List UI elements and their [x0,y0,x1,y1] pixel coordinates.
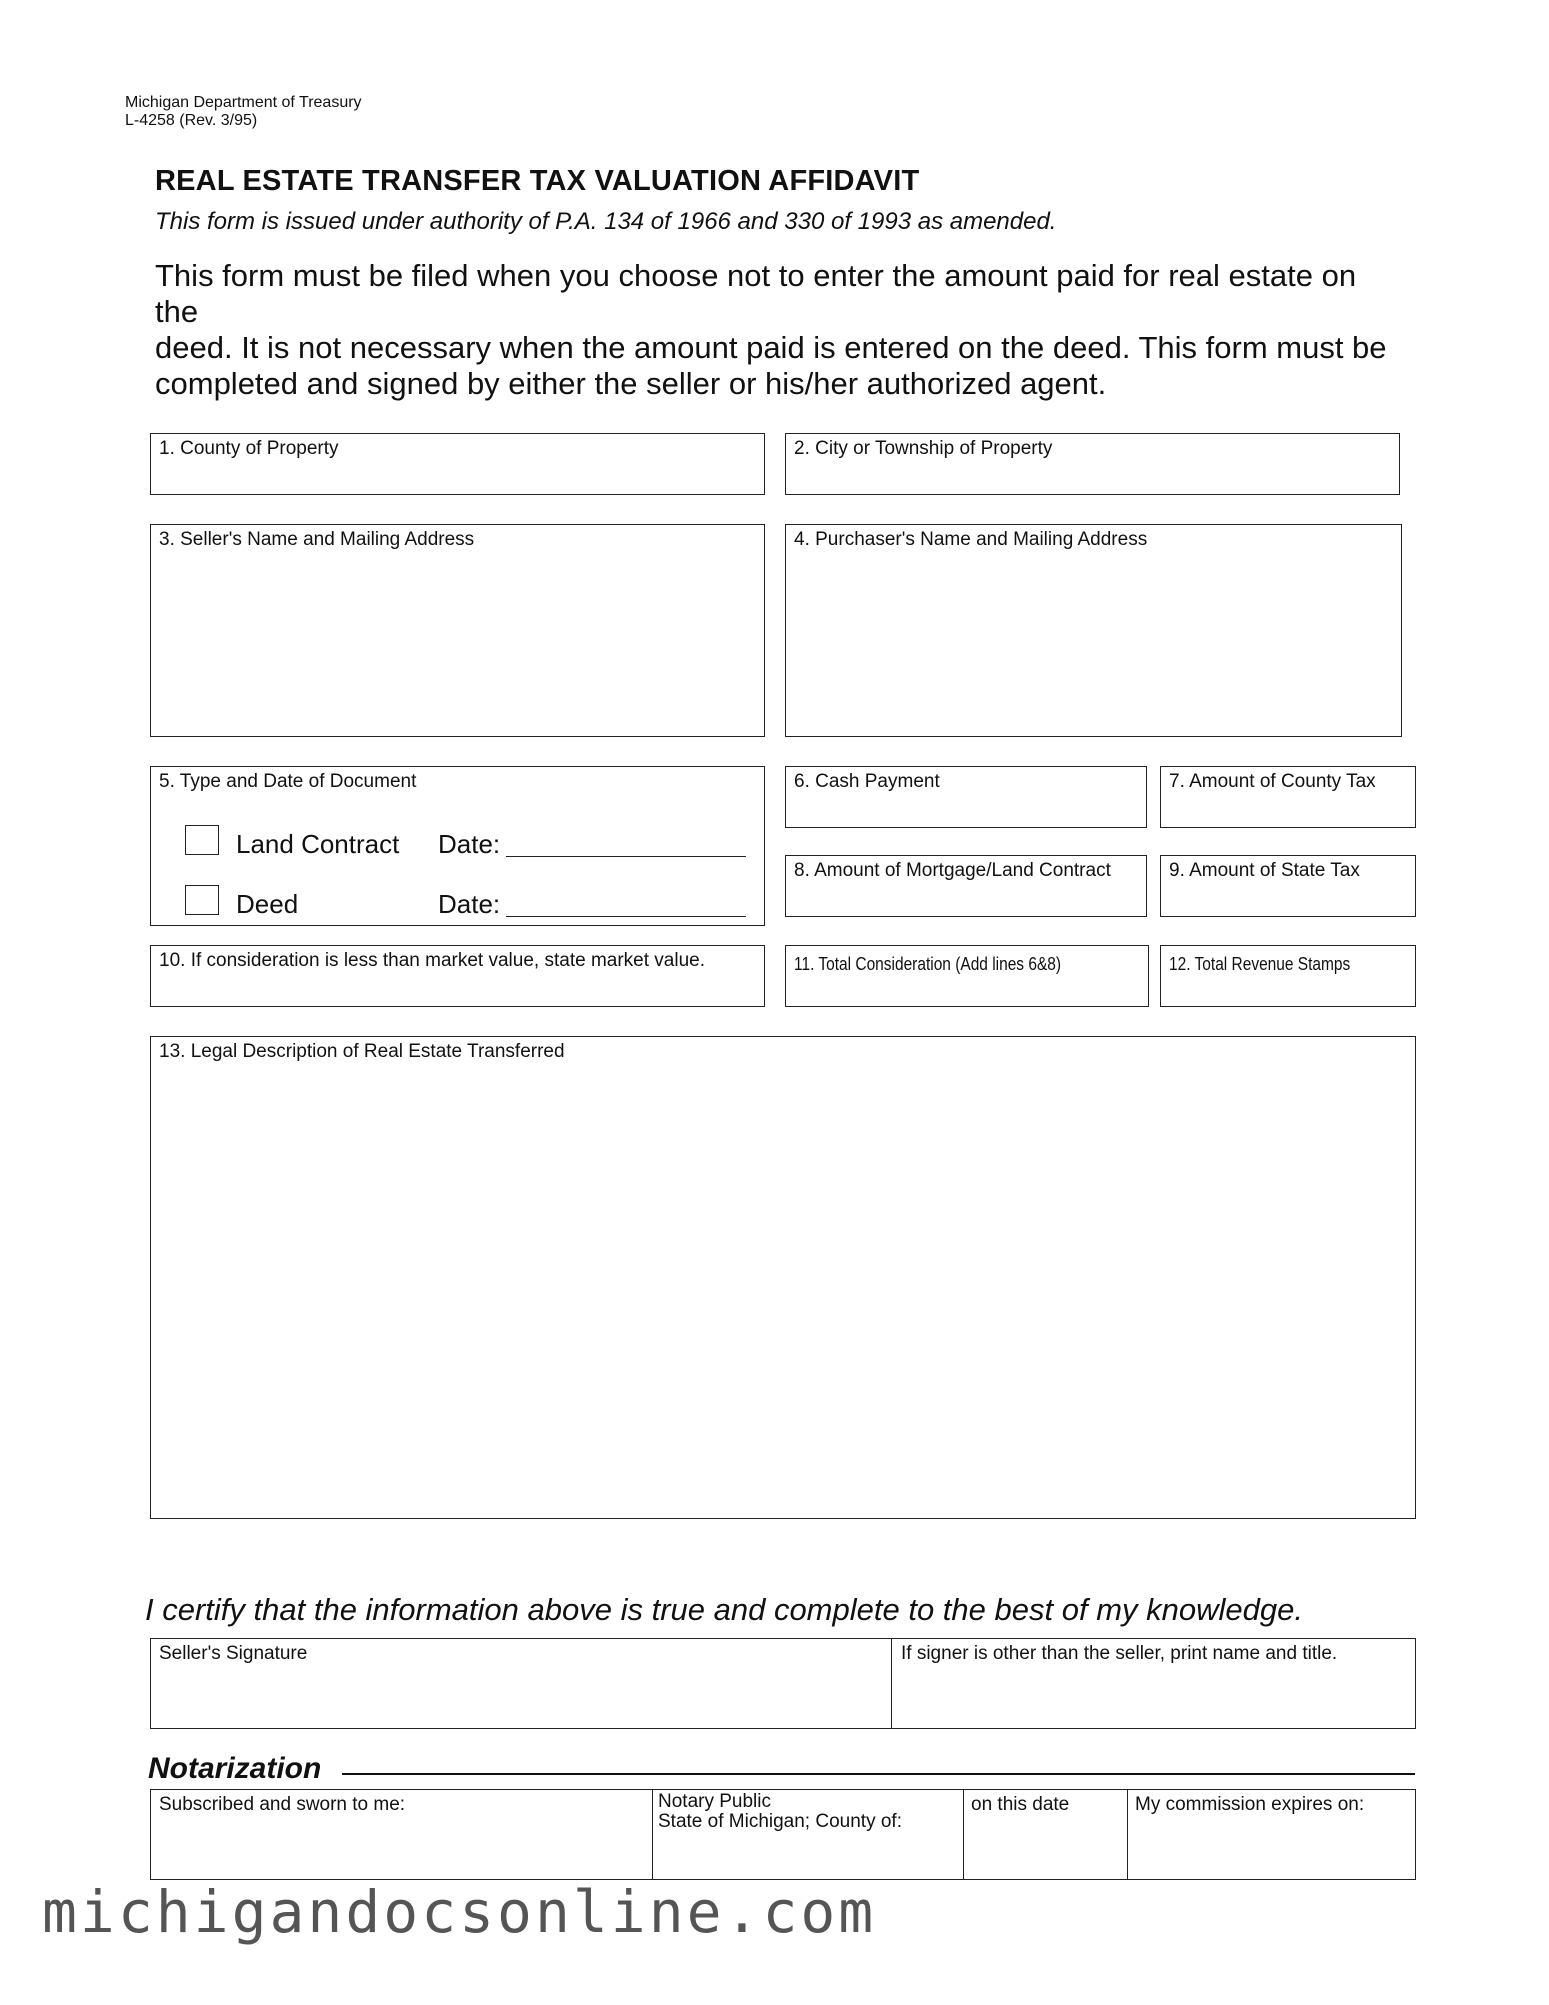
form-number: L-4258 (Rev. 3/95) [125,112,258,129]
deed-date-label: Date: [438,889,501,919]
intro-text [155,258,1395,402]
form-title: REAL ESTATE TRANSFER TAX VALUATION AFFIDAVIT [155,165,920,197]
notarization-section [150,1789,1416,1880]
seller-address-field[interactable] [150,524,765,737]
signature-divider [891,1639,892,1728]
notary-divider-2 [963,1790,964,1879]
state-tax-field[interactable] [1160,855,1416,917]
county-tax-label: 7. Amount of County Tax [1169,771,1376,792]
deed-date-line[interactable] [506,916,746,917]
notary-public-line: Notary Public [658,1791,771,1812]
seller-address-label: 3. Seller's Name and Mailing Address [159,529,475,550]
land-contract-checkbox[interactable] [185,825,219,855]
revenue-stamps-field[interactable] [1160,945,1416,1007]
land-contract-date-line[interactable] [506,856,746,857]
notary-county-line: State of Michigan; County of: [658,1811,902,1832]
deed-label: Deed [236,889,299,919]
land-contract-date-label: Date: [438,829,501,859]
notarization-heading: Notarization [148,1752,322,1785]
land-contract-label: Land Contract [236,829,400,859]
subscribed-label: Subscribed and sworn to me: [159,1794,406,1815]
notary-public-label [658,1792,902,1832]
intro-line: completed and signed by either the seller or his/her authorized agent. [155,366,1107,401]
mortgage-amount-label: 8. Amount of Mortgage/Land Contract [794,860,1111,881]
market-value-label: 10. If consideration is less than market value, state market value. [159,950,705,971]
total-consideration-field[interactable] [785,945,1149,1007]
certification-statement: I certify that the information above is true and complete to the best of my knowledge. [145,1592,1303,1627]
state-tax-label: 9. Amount of State Tax [1169,860,1360,881]
legal-description-label: 13. Legal Description of Real Estate Transferred [159,1041,565,1062]
notary-divider-3 [1127,1790,1128,1879]
city-township-label: 2. City or Township of Property [794,438,1053,459]
other-signer-field[interactable] [893,1640,1413,1726]
legal-description-field[interactable] [150,1036,1416,1519]
county-tax-field[interactable] [1160,766,1416,828]
other-signer-label: If signer is other than the seller, print name and title. [901,1643,1338,1664]
intro-line: This form must be filed when you choose not to enter the amount paid for real estate on the [155,258,1357,329]
intro-line: deed. It is not necessary when the amount paid is entered on the deed. This form must be [155,330,1387,365]
commission-expires-label: My commission expires on: [1135,1794,1365,1815]
mortgage-amount-field[interactable] [785,855,1147,917]
market-value-field[interactable] [150,945,765,1007]
on-this-date-label: on this date [971,1794,1070,1815]
revenue-stamps-label: 12. Total Revenue Stamps [1169,954,1351,974]
county-field[interactable] [150,433,765,495]
cash-payment-label: 6. Cash Payment [794,771,940,792]
deed-checkbox[interactable] [185,885,219,915]
document-type-label: 5. Type and Date of Document [159,771,417,792]
total-consideration-label: 11. Total Consideration (Add lines 6&8) [794,954,1062,974]
seller-signature-field[interactable] [152,1640,888,1726]
notarization-rule [342,1773,1415,1775]
site-watermark: michigandocsonline.com [42,1878,877,1946]
cash-payment-field[interactable] [785,766,1147,828]
notary-divider-1 [652,1790,653,1879]
city-township-field[interactable] [785,433,1400,495]
authority-statement: This form is issued under authority of P.A. 134 of 1966 and 330 of 1993 as amended. [155,208,1057,235]
department-name: Michigan Department of Treasury [125,94,362,111]
seller-signature-label: Seller's Signature [159,1643,308,1664]
purchaser-address-label: 4. Purchaser's Name and Mailing Address [794,529,1148,550]
purchaser-address-field[interactable] [785,524,1402,737]
county-label: 1. County of Property [159,438,339,459]
